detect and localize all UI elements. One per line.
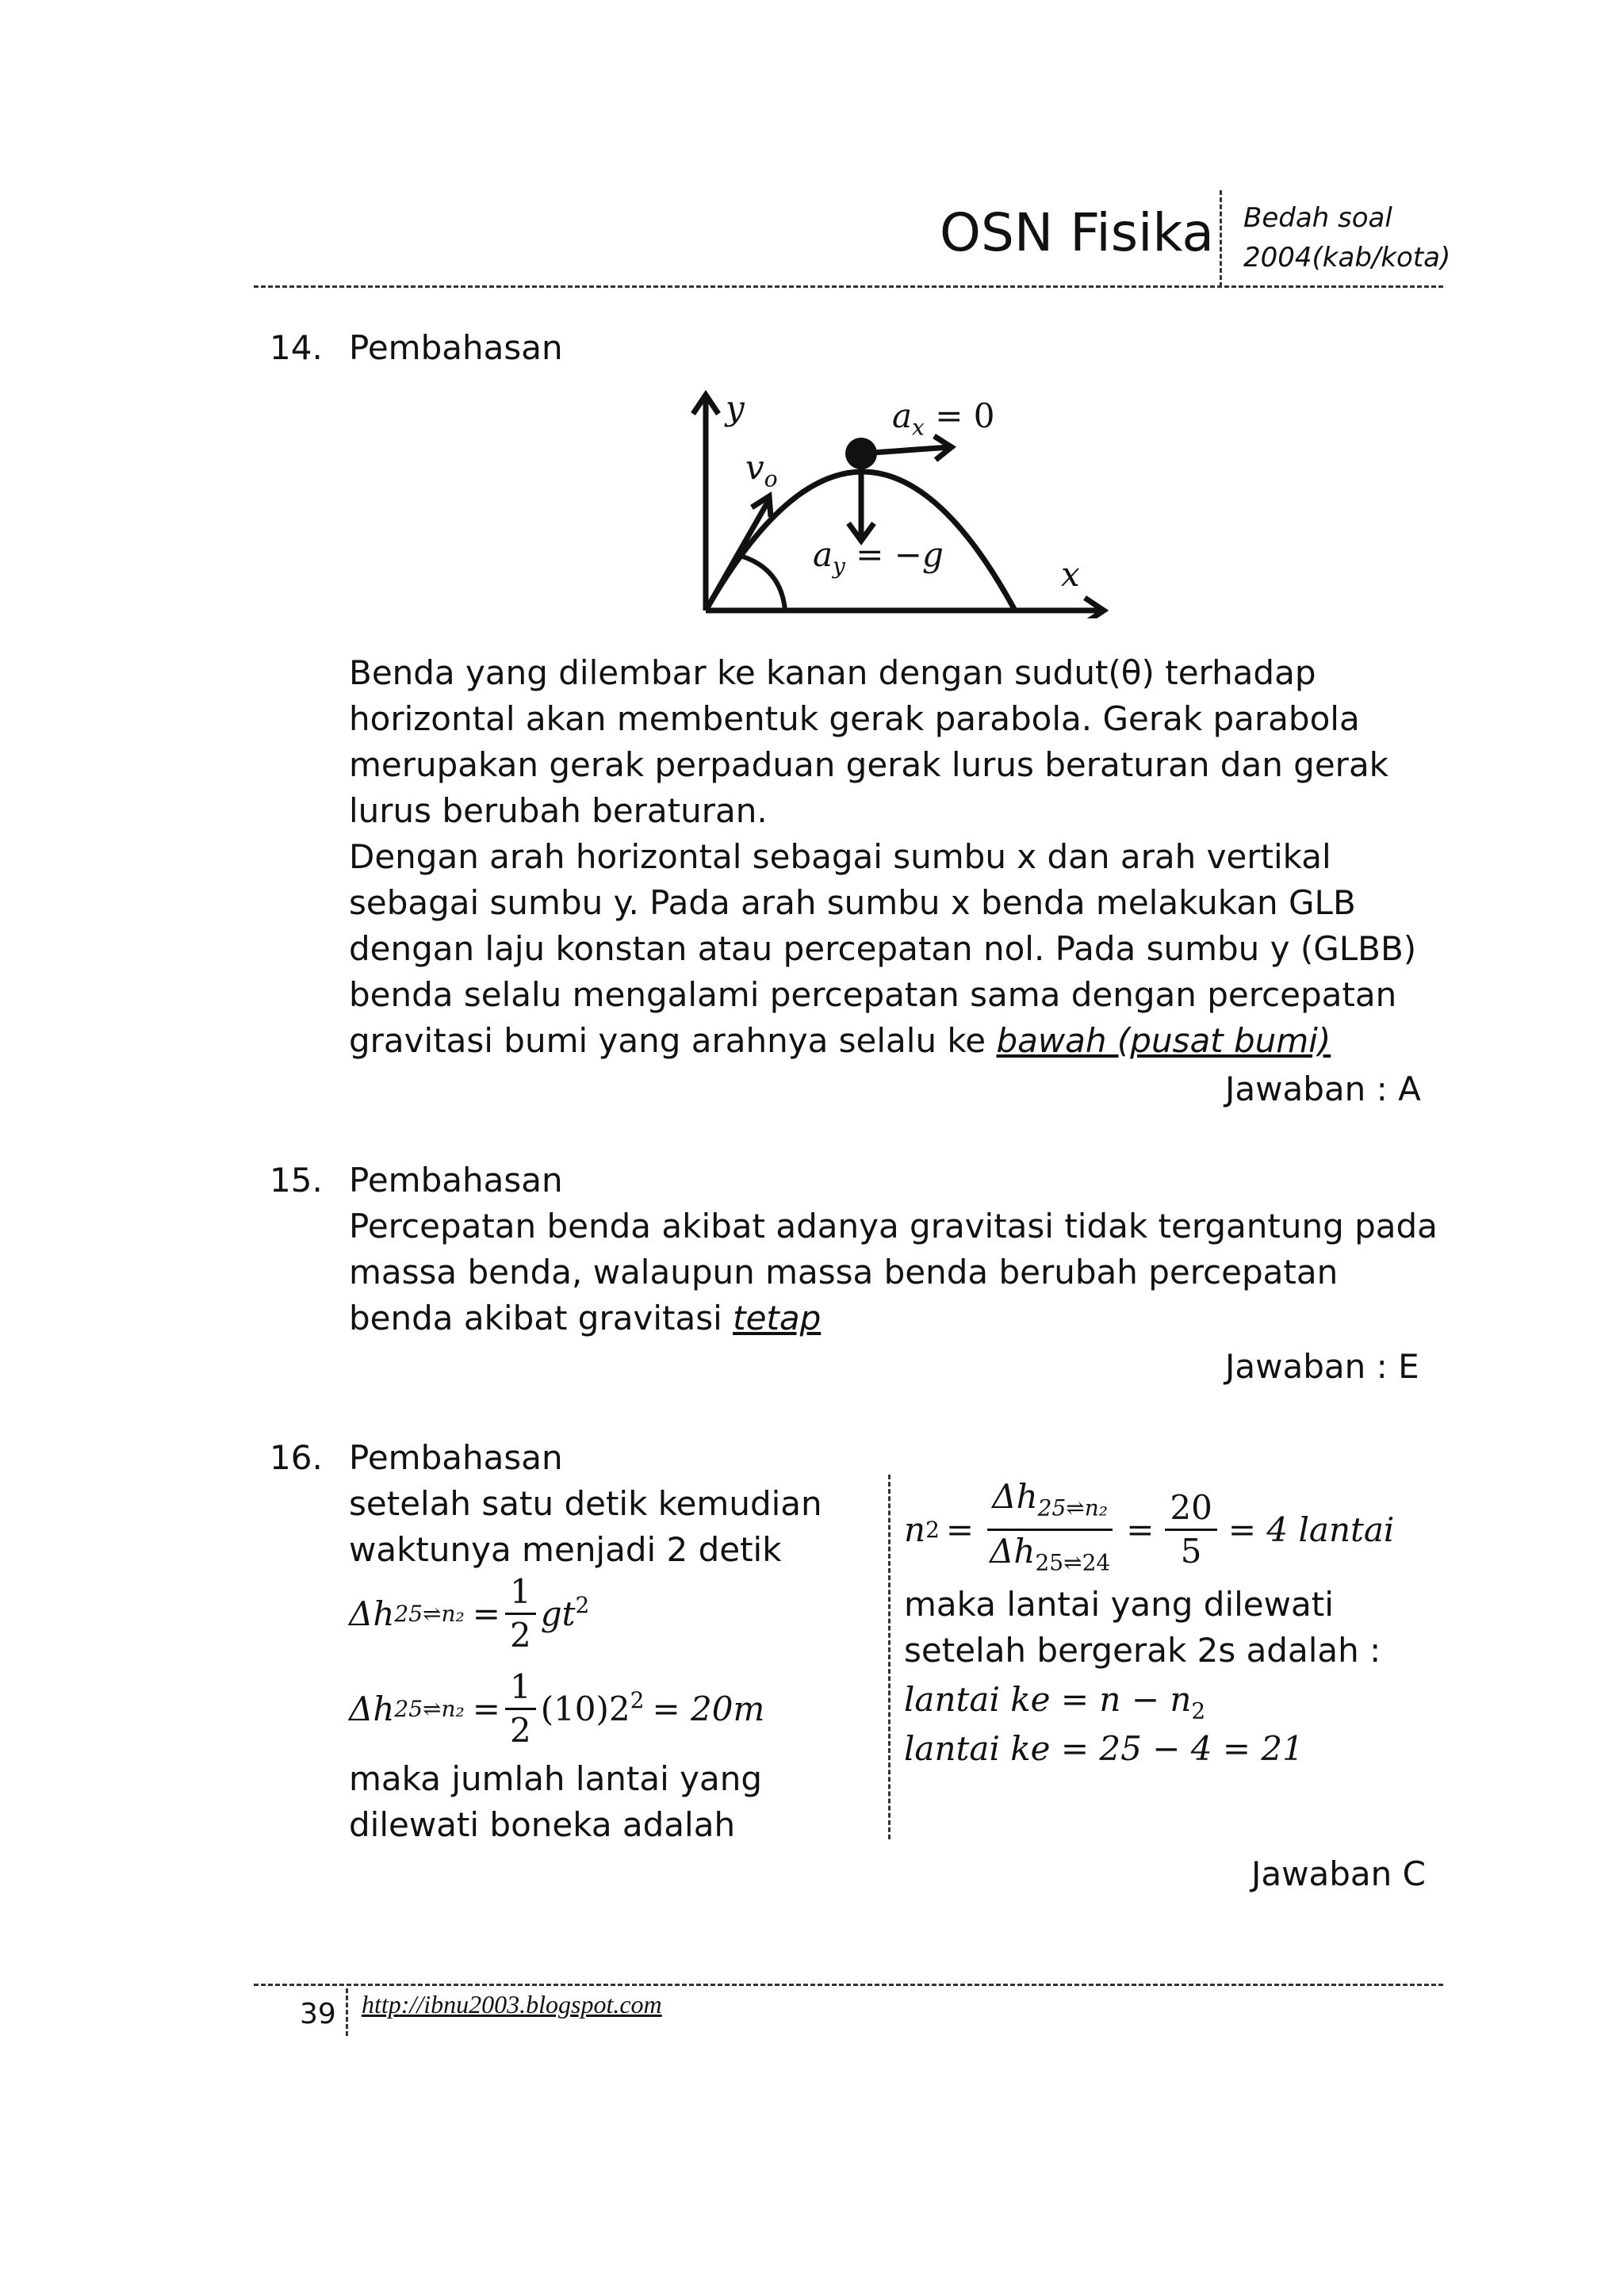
column-separator bbox=[888, 1475, 891, 1839]
q16-right-eq4: lantai ke = 25 − 4 = 21 bbox=[904, 1729, 1304, 1768]
q16-left-line: setelah satu detik kemudian bbox=[349, 1484, 822, 1523]
q15-heading: Pembahasan bbox=[349, 1161, 563, 1200]
q16-number: 16. bbox=[270, 1438, 323, 1477]
q14-line: horizontal akan membentuk gerak parabola. Gerak parabola bbox=[349, 699, 1360, 738]
q14-emphasis: bawah (pusat bumi) bbox=[996, 1021, 1331, 1060]
diagram-label-ax: $a_x = 0$ bbox=[892, 396, 995, 441]
q16-left-line: waktunya menjadi 2 detik bbox=[349, 1530, 782, 1569]
q14-line: sebagai sumbu y. Pada arah sumbu x benda melakukan GLB bbox=[349, 883, 1356, 922]
q14-line: dengan laju konstan atau percepatan nol. Pada sumbu y (GLBB) bbox=[349, 929, 1417, 968]
launch-angle-arc bbox=[737, 555, 785, 610]
q16-answer: Jawaban C bbox=[1251, 1854, 1426, 1893]
q14-line: merupakan gerak perpaduan gerak lurus beraturan dan gerak bbox=[349, 745, 1389, 784]
q15-last-line: benda akibat gravitasi tetap bbox=[349, 1299, 822, 1337]
q14-body bbox=[349, 650, 1416, 1064]
q16-right-eq1: n 2 = $\frac{\Delta h_{25\rightleftharpoons n_2}}{\Delta h_{25\rightleftharpoons 24}}$ = $\frac{20}{5}$ = 4 lantai bbox=[904, 1477, 1395, 1576]
diagram-label-v0: $v_o$ bbox=[745, 448, 778, 492]
q14-answer: Jawaban : A bbox=[1225, 1070, 1421, 1108]
q16-right-line: maka lantai yang dilewati bbox=[904, 1585, 1334, 1624]
q15-answer: Jawaban : E bbox=[1225, 1347, 1419, 1386]
q16-left-after bbox=[349, 1756, 762, 1848]
q15-emphasis: tetap bbox=[733, 1299, 822, 1337]
footer-separator bbox=[346, 1988, 348, 2036]
q16-eq1: Δh 25⇌n₂ = $\frac{1}{2}$ gt $^2$ bbox=[349, 1572, 590, 1655]
q16-left-after-line: maka jumlah lantai yang bbox=[349, 1759, 763, 1798]
diagram-label-y: y bbox=[726, 388, 745, 427]
footer-rule bbox=[254, 1984, 1443, 1986]
q16-right-eq3: lantai ke = $n - n_2$ bbox=[904, 1680, 1206, 1724]
q14-heading: Pembahasan bbox=[349, 328, 563, 367]
diagram-label-x: x bbox=[1061, 555, 1080, 594]
footer-url-link[interactable]: http://ibnu2003.blogspot.com bbox=[362, 1990, 662, 2019]
q16-right-line: setelah bergerak 2s adalah : bbox=[904, 1631, 1381, 1670]
header-subtitle-2: 2004(kab/kota) bbox=[1243, 242, 1451, 274]
q14-line: benda selalu mengalami percepatan sama dengan percepatan bbox=[349, 975, 1397, 1014]
q14-line: lurus berubah beraturan. bbox=[349, 791, 768, 830]
diagram-label-ay: $a_y = -g$ bbox=[813, 535, 944, 580]
q14-number: 14. bbox=[270, 328, 323, 367]
header-separator bbox=[1220, 190, 1222, 287]
q14-last-line: gravitasi bumi yang arahnya selalu ke bawah (pusat bumi) bbox=[349, 1021, 1331, 1060]
page-number: 39 bbox=[300, 1998, 336, 2030]
q15-line: Percepatan benda akibat adanya gravitasi tidak tergantung pada bbox=[349, 1207, 1438, 1246]
q16-eq2: Δh 25⇌n₂ = $\frac{1}{2}$ (10)2 $^2$ = 20m bbox=[349, 1667, 765, 1750]
q15-line: massa benda, walaupun massa benda berubah percepatan bbox=[349, 1253, 1339, 1292]
q16-heading: Pembahasan bbox=[349, 1438, 563, 1477]
q15-number: 15. bbox=[270, 1161, 323, 1200]
q15-body bbox=[349, 1158, 1438, 1341]
header-rule bbox=[254, 285, 1443, 288]
q16-left-column bbox=[349, 1481, 822, 1573]
header-title: OSN Fisika bbox=[940, 202, 1214, 263]
header-subtitle-1: Bedah soal bbox=[1243, 202, 1392, 234]
q16-right-text bbox=[904, 1582, 1381, 1674]
q14-line: Benda yang dilembar ke kanan dengan sudut(θ) terhadap bbox=[349, 653, 1316, 692]
q16-left-after-line: dilewati boneka adalah bbox=[349, 1805, 736, 1844]
q14-line: Dengan arah horizontal sebagai sumbu x dan arah vertikal bbox=[349, 837, 1331, 876]
